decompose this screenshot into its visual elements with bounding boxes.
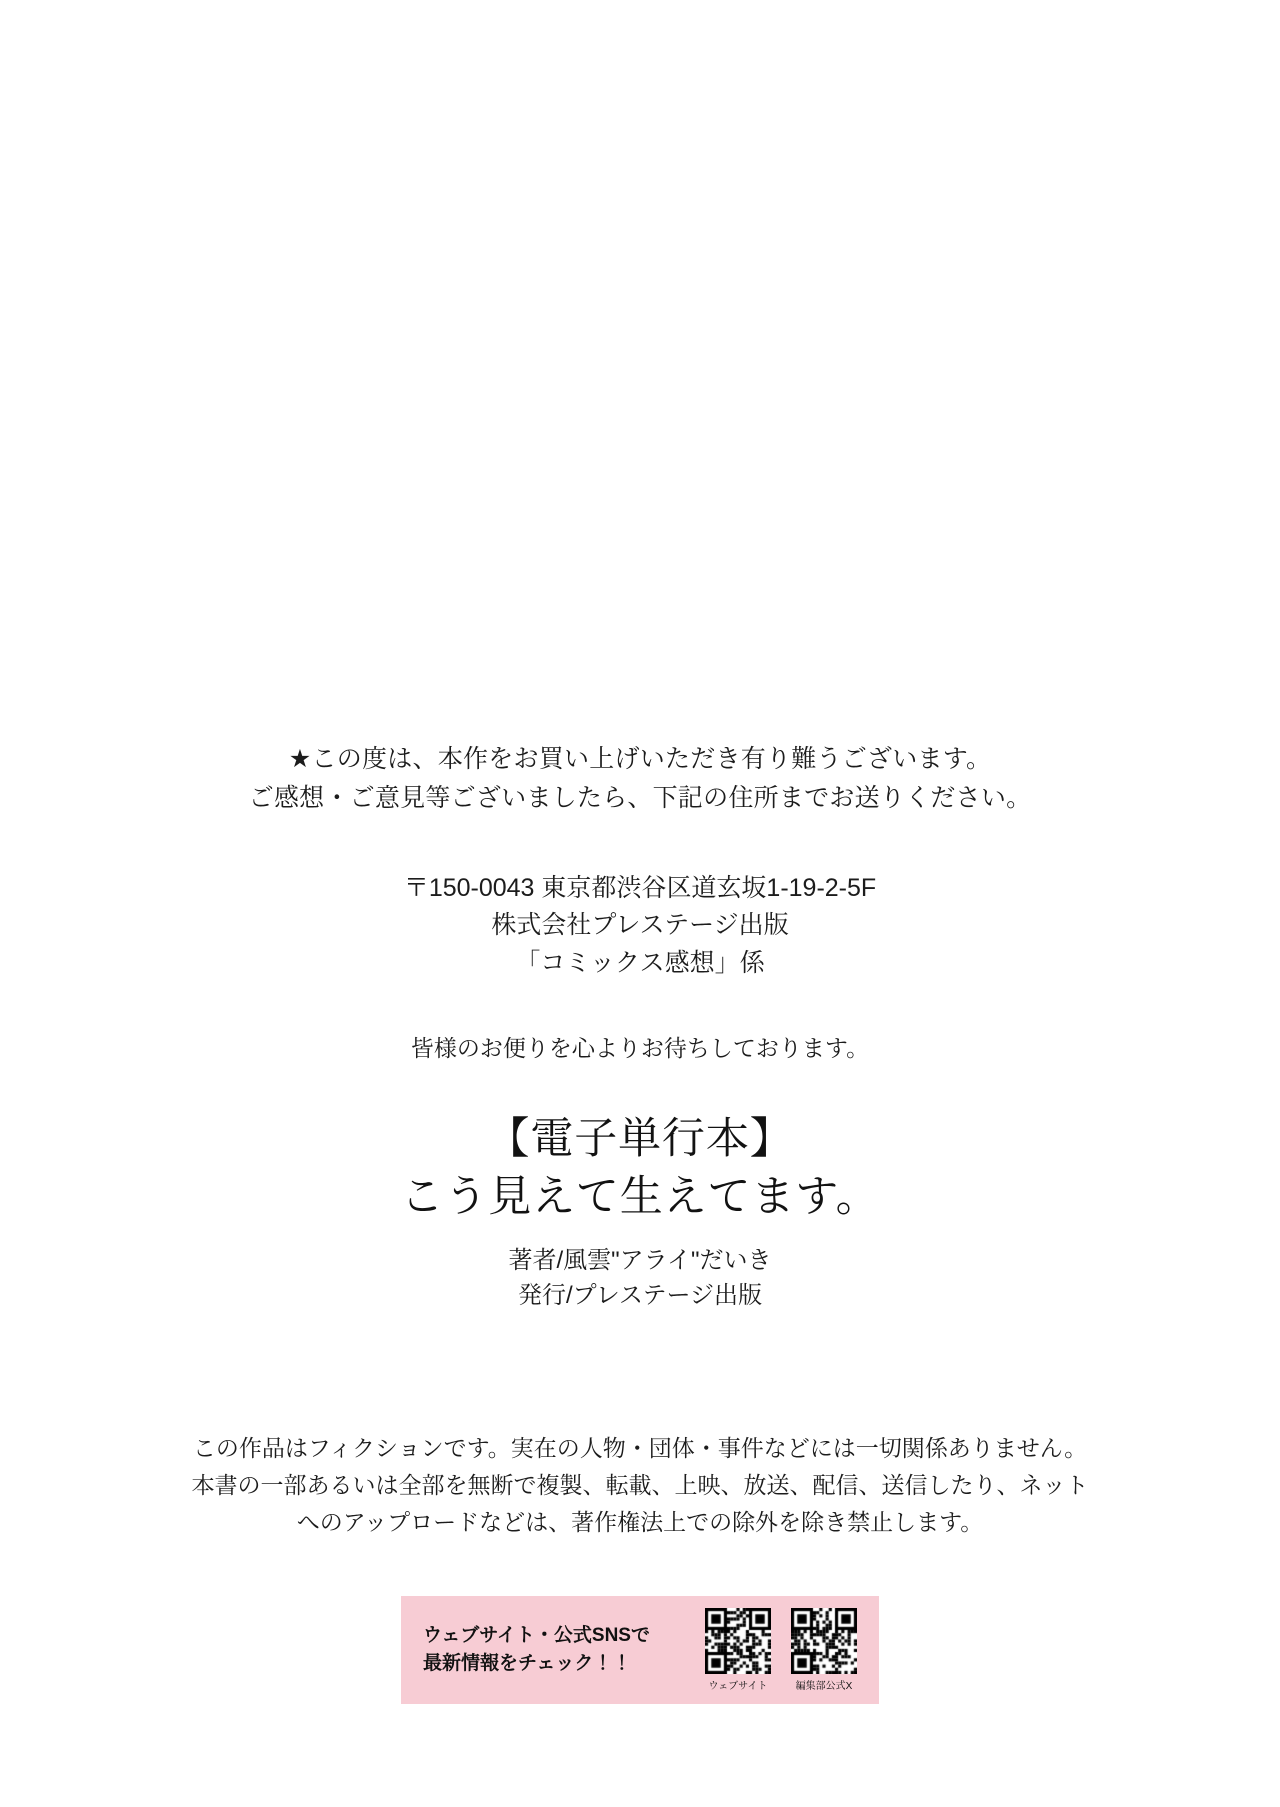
thanks-message [0, 740, 1280, 818]
credits [0, 1244, 1280, 1314]
publisher-credit: 発行/プレステージ出版 [517, 1281, 763, 1309]
promo-line-2: 最新情報をチェック！！ [423, 1653, 632, 1674]
publisher-address [0, 870, 1280, 983]
thanks-line-2: ご感想・ご意見等ございましたら、下記の住所までお送りください。 [248, 783, 1032, 812]
colophon-section [0, 740, 1280, 1063]
disclaimer-line-1: この作品はフィクションです。実在の人物・団体・事件などには一切関係ありません。 [192, 1435, 1088, 1461]
await-message: 皆様のお便りを心よりお待ちしております。 [410, 1035, 870, 1061]
address-department: 「コミックス感想」係 [515, 948, 765, 977]
qr-code-icon[interactable] [791, 1608, 857, 1674]
qr-item-website[interactable] [705, 1608, 771, 1692]
qr-code-icon[interactable] [705, 1608, 771, 1674]
address-company: 株式会社プレステージ出版 [491, 911, 789, 939]
qr-item-x[interactable] [791, 1608, 857, 1692]
disclaimer-line-3: へのアップロードなどは、著作権法上での除外を除き禁止します。 [296, 1508, 984, 1535]
address-postal: 〒150-0043 東京都渋谷区道玄坂1-19-2-5F [403, 873, 877, 902]
author-credit: 著者/風雲"アライ"だいき [508, 1247, 772, 1275]
book-title: こう見えて生えてます。 [400, 1173, 880, 1222]
promo-line-1: ウェブサイト・公式SNSで [423, 1625, 650, 1647]
book-format-label: 【電子単行本】 [486, 1115, 794, 1163]
qr-code-group [705, 1608, 857, 1692]
qr-caption-x: 編集部公式X [795, 1681, 853, 1692]
thanks-line-1: ★この度は、本作をお買い上げいただき有り難うございます。 [288, 745, 992, 773]
disclaimer-line-2: 本書の一部あるいは全部を無断で複製、転載、上映、放送、配信、送信したり、ネット [191, 1471, 1089, 1498]
promo-banner [401, 1596, 879, 1704]
qr-caption-website: ウェブサイト [708, 1681, 768, 1692]
promo-text [423, 1622, 650, 1677]
title-section [0, 1110, 1280, 1314]
legal-disclaimer [0, 1430, 1280, 1540]
